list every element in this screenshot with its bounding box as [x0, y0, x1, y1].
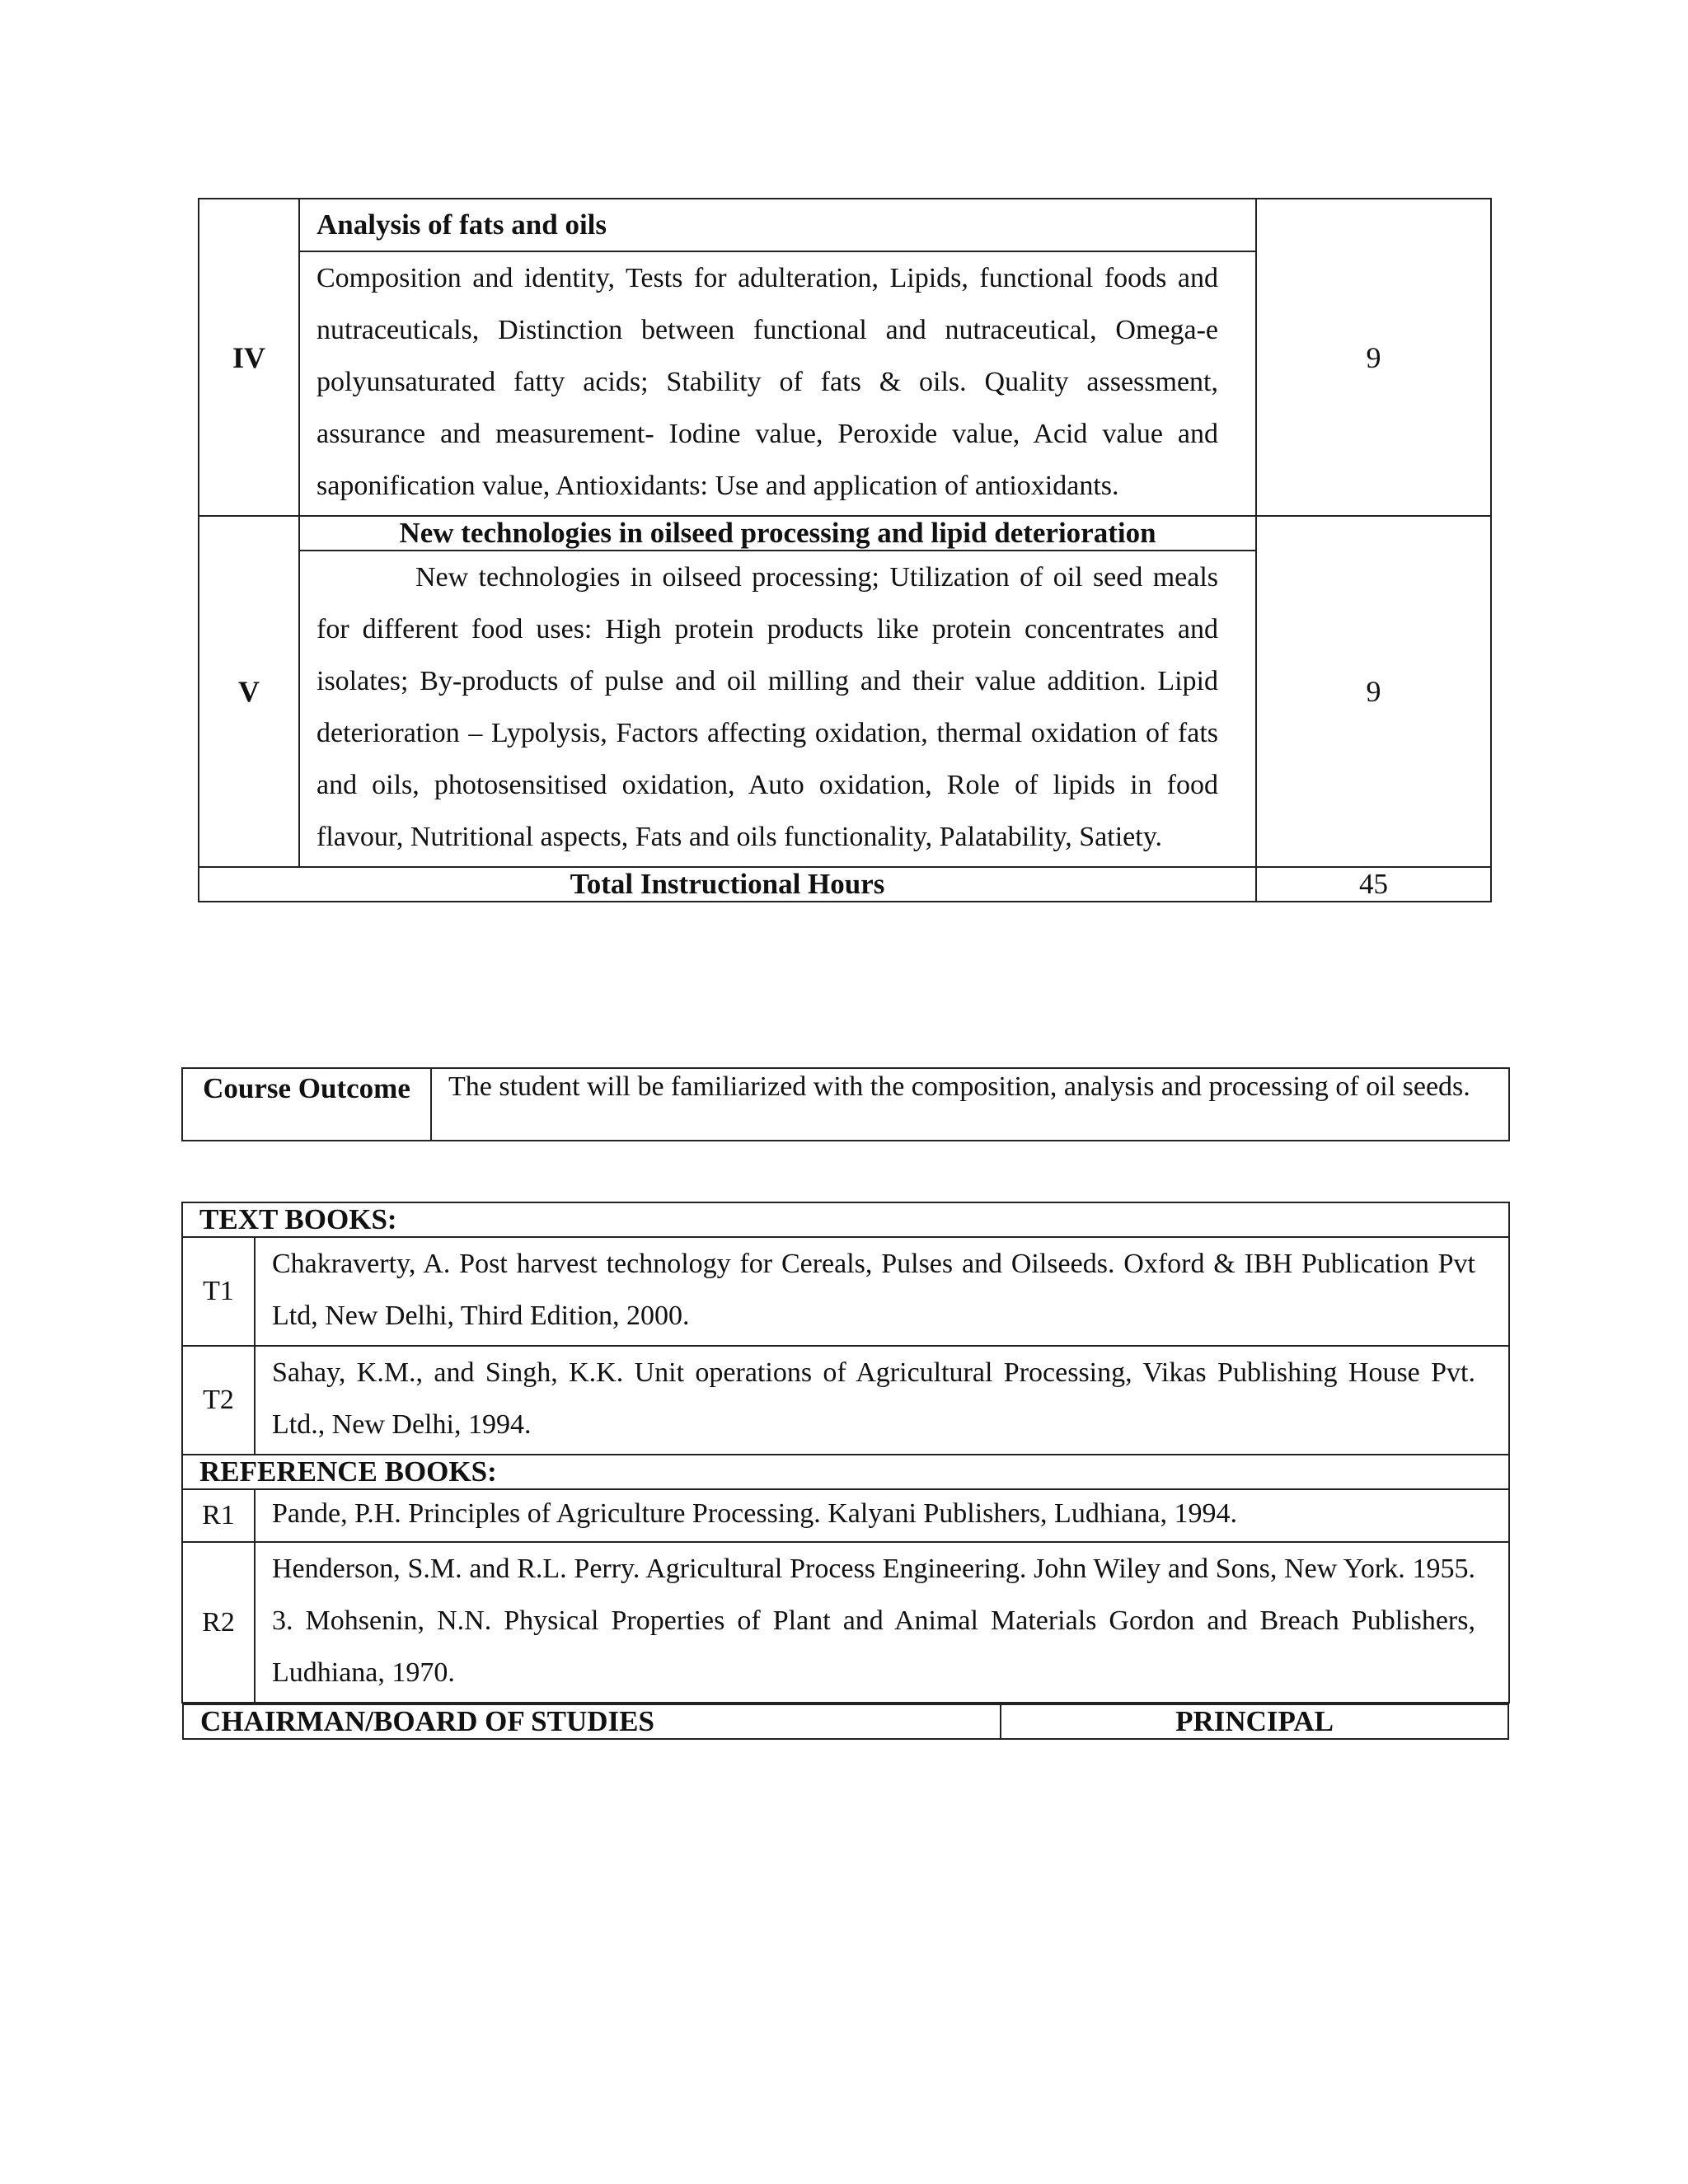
unit-hours: 9: [1256, 516, 1491, 867]
unit-title: New technologies in oilseed processing and lipid deterioration: [299, 516, 1256, 551]
book-code: T2: [182, 1346, 255, 1455]
signature-table: [182, 1704, 1509, 1740]
signature-row: [182, 1703, 1509, 1740]
total-label: Total Instructional Hours: [199, 867, 1256, 902]
text-books-heading: TEXT BOOKS:: [182, 1202, 1509, 1237]
unit-number: IV: [199, 199, 299, 516]
book-entry: Sahay, K.M., and Singh, K.K. Unit operations of Agricultural Processing, Vikas Publishing House Pvt. Ltd., New Delhi, 1994.: [255, 1346, 1509, 1455]
book-code: R2: [182, 1542, 255, 1703]
book-code: T1: [182, 1237, 255, 1346]
unit-content: Composition and identity, Tests for adulteration, Lipids, functional foods and nutraceuticals, Distinction between functional and nutraceutical, Omega-e polyunsaturated fatty acids; Stability of fats & oils. Quality assessment, assurance and measurement- Iodine value, Peroxide value, Acid value and saponification value, Antioxidants: Use and application of antioxidants.: [299, 251, 1256, 516]
book-row: [182, 1489, 1509, 1542]
total-value: 45: [1256, 867, 1491, 902]
unit-title: Analysis of fats and oils: [299, 199, 1256, 251]
text-books-heading-row: [182, 1202, 1509, 1237]
principal-signature-label: PRINCIPAL: [1001, 1704, 1508, 1739]
book-entry: Pande, P.H. Principles of Agriculture Processing. Kalyani Publishers, Ludhiana, 1994.: [255, 1489, 1509, 1542]
units-table: [198, 198, 1492, 902]
total-row: [199, 867, 1491, 902]
unit-hours: 9: [1256, 199, 1491, 516]
course-outcome-table: [181, 1067, 1510, 1141]
book-entry: Henderson, S.M. and R.L. Perry. Agricultural Process Engineering. John Wiley and Sons, New York. 1955. 3. Mohsenin, N.N. Physical Properties of Plant and Animal Materials Gordon and Breach Publishers, Ludhiana, 1970.: [255, 1542, 1509, 1703]
book-row: [182, 1237, 1509, 1346]
book-row: [182, 1542, 1509, 1703]
unit-number: V: [199, 516, 299, 867]
unit-content: New technologies in oilseed processing; Utilization of oil seed meals for different food uses: High protein products like protein concentrates and isolates; By-products of pulse and oil milling and their value addition. Lipid deterioration – Lypolysis, Factors affecting oxidation, thermal oxidation of fats and oils, photosensitised oxidation, Auto oxidation, Role of lipids in food flavour, Nutritional aspects, Fats and oils functionality, Palatability, Satiety.: [299, 551, 1256, 867]
reference-books-heading: REFERENCE BOOKS:: [182, 1455, 1509, 1489]
unit-v-title-row: [199, 516, 1491, 551]
chairman-signature-label: CHAIRMAN/BOARD OF STUDIES: [183, 1704, 1001, 1739]
course-outcome-label: Course Outcome: [182, 1068, 431, 1141]
unit-iv-title-row: [199, 199, 1491, 251]
reference-books-heading-row: [182, 1455, 1509, 1489]
course-outcome-row: [182, 1068, 1509, 1141]
books-table: [181, 1202, 1510, 1740]
book-row: [182, 1346, 1509, 1455]
book-code: R1: [182, 1489, 255, 1542]
book-entry: Chakraverty, A. Post harvest technology for Cereals, Pulses and Oilseeds. Oxford & IBH Publication Pvt Ltd, New Delhi, Third Edition, 2000.: [255, 1237, 1509, 1346]
course-outcome-text: The student will be familiarized with the composition, analysis and processing of oil seeds.: [431, 1068, 1509, 1141]
